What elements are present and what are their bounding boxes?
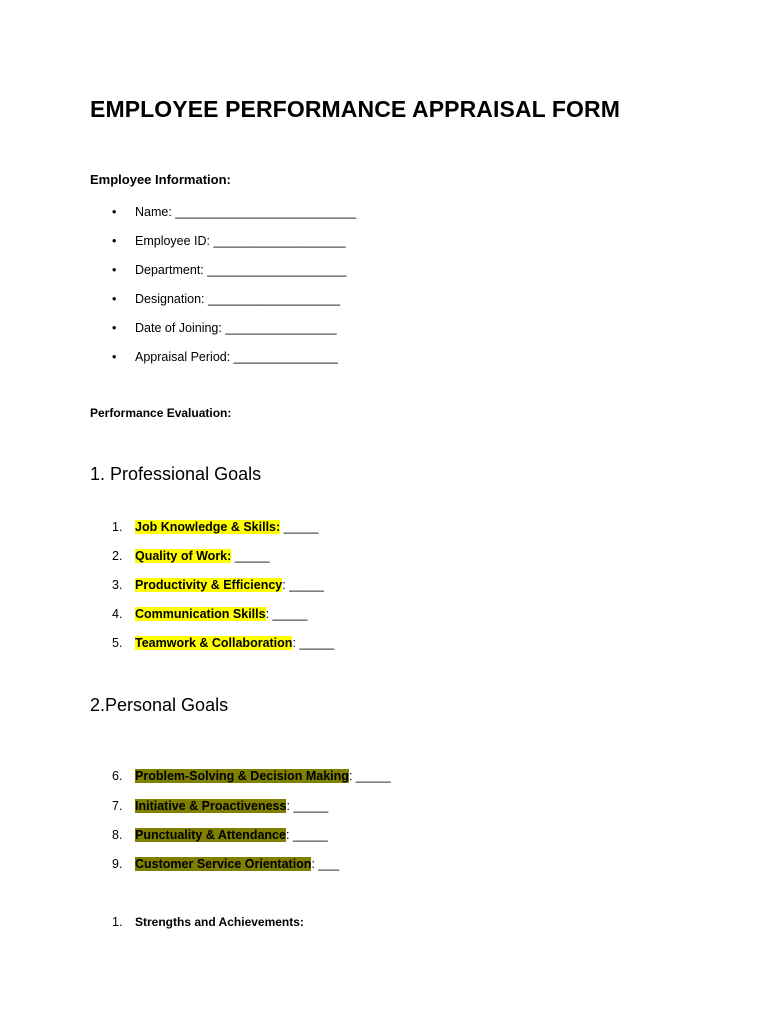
bullet-icon: • xyxy=(112,350,117,364)
bullet-icon: • xyxy=(112,234,117,248)
goal-blank: : _____ xyxy=(286,799,329,813)
bullet-icon: • xyxy=(112,321,117,335)
appraisal-period-field: Appraisal Period: _______________ xyxy=(135,350,338,364)
goal-label: Productivity & Efficiency xyxy=(135,578,283,592)
department-field: Department: ____________________ xyxy=(135,263,347,277)
goal-blank: : ___ xyxy=(311,857,340,871)
goal-label: Teamwork & Collaboration xyxy=(135,636,293,650)
list-number: 4. xyxy=(112,607,123,621)
form-title: EMPLOYEE PERFORMANCE APPRAISAL FORM xyxy=(90,96,620,122)
goal-blank: : _____ xyxy=(282,578,324,592)
goal-blank: : _____ xyxy=(265,607,308,621)
name-field: Name: __________________________ xyxy=(135,205,357,219)
goal-item-text xyxy=(135,576,324,594)
goal-item-text xyxy=(135,797,328,815)
list-number: 8. xyxy=(112,828,123,842)
goal-item-text xyxy=(135,605,307,623)
goal-label: Punctuality & Attendance xyxy=(135,828,286,842)
list-number: 9. xyxy=(112,857,123,871)
bullet-icon: • xyxy=(112,205,117,219)
list-number: 3. xyxy=(112,578,123,592)
goal-item-text xyxy=(135,767,391,785)
goal-label: Communication Skills xyxy=(135,607,266,621)
bullet-icon: • xyxy=(112,263,117,277)
goal-label: Quality of Work: xyxy=(135,549,232,563)
list-number: 6. xyxy=(112,769,123,783)
goal-item-text xyxy=(135,547,270,565)
list-number: 2. xyxy=(112,549,123,563)
list-number: 7. xyxy=(112,799,123,813)
goal-blank: : _____ xyxy=(348,769,391,783)
date-of-joining-field: Date of Joining: ________________ xyxy=(135,321,337,335)
employee-id-field: Employee ID: ___________________ xyxy=(135,234,346,248)
goal-label: Job Knowledge & Skills: xyxy=(135,520,281,534)
professional-goals-heading: 1. Professional Goals xyxy=(90,464,262,484)
list-number: 1. xyxy=(112,520,123,534)
goal-item-text xyxy=(135,855,339,873)
personal-goals-heading: 2.Personal Goals xyxy=(90,695,229,715)
employee-info-heading: Employee Information: xyxy=(90,172,231,187)
goal-label: Initiative & Proactiveness xyxy=(135,799,287,813)
goal-blank: : _____ xyxy=(292,636,335,650)
goal-item-text xyxy=(135,826,328,844)
goal-item-text xyxy=(135,634,334,652)
list-number: 1. xyxy=(112,915,123,929)
strengths-heading: Strengths and Achievements: xyxy=(135,915,304,929)
goal-label: Customer Service Orientation xyxy=(135,857,312,871)
performance-evaluation-label: Performance Evaluation: xyxy=(90,406,232,420)
designation-field: Designation: ___________________ xyxy=(135,292,341,306)
goal-blank: _____ xyxy=(231,549,270,563)
goal-blank: _____ xyxy=(280,520,319,534)
goal-blank: : _____ xyxy=(285,828,328,842)
goal-label: Problem-Solving & Decision Making xyxy=(135,769,349,783)
bullet-icon: • xyxy=(112,292,117,306)
goal-item-text xyxy=(135,518,318,536)
list-number: 5. xyxy=(112,636,123,650)
